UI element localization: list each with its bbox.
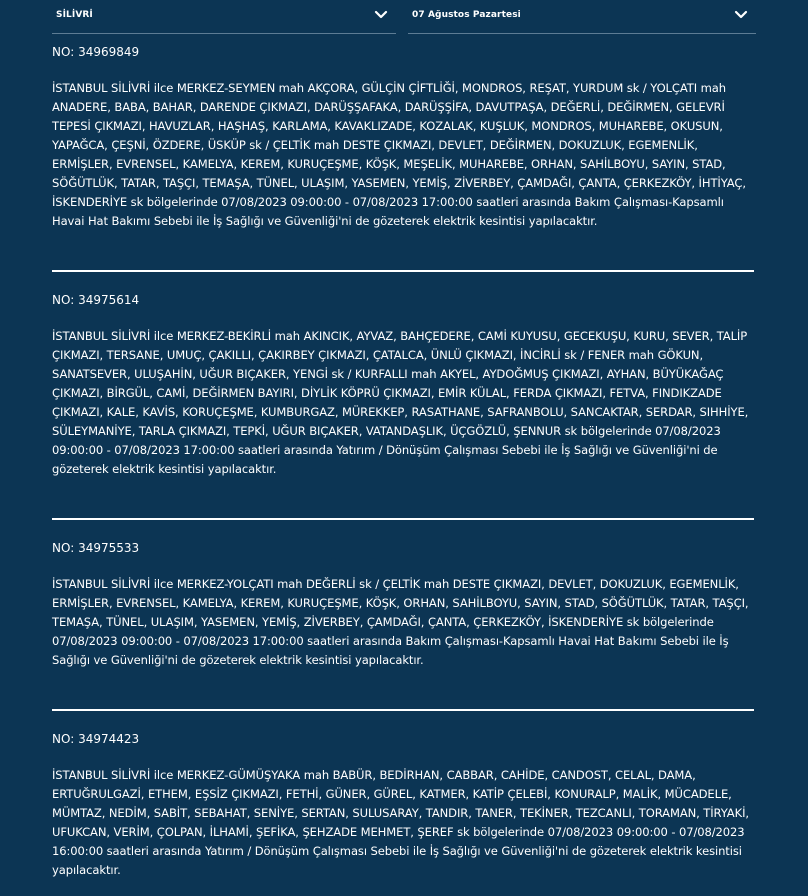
notice-number: NO: 34969849: [52, 45, 140, 59]
district-select[interactable]: [52, 0, 396, 34]
notice-number: NO: 34975614: [52, 293, 140, 307]
outage-notice: [52, 292, 754, 479]
outage-notice: [52, 540, 754, 670]
filter-bar: [0, 0, 808, 36]
notice-description: İSTANBUL SİLİVRİ ilce MERKEZ-YOLÇATI mah DEĞERLİ sk / ÇELTİK mah DESTE ÇIKMAZI, DEVLET, DOKUZLUK, EGEMENLİK, ERMİŞLER, EVRENSEL, KAMELYA, KEREM, KURUÇEŞME, KÖŞK, ORHAN, SAHİLBOYU, SAYIN, STAD, SÖĞÜTLÜK, TATAR, TAŞÇI, TEMAŞA, TÜNEL, ULAŞIM, YASEMEN, YEMİŞ, ZİVERBEY, ÇAMDAĞI, ÇANTA, ÇERKEZKÖY, İSKENDERİYE sk bölgelerinde 07/08/2023 09:00:00 - 07/08/2023 17:00:00 saatleri arasında Bakım Çalışması-Kapsamlı Havai Hat Bakımı Sebebi ile İş Sağlığı ve Güvenliği'ni de gözeterek elektrik kesintisi yapılacaktır.: [52, 577, 749, 667]
chevron-down-icon: [734, 10, 748, 20]
notice-divider: [52, 518, 754, 520]
chevron-down-icon: [374, 10, 388, 20]
outage-notice-list: [52, 36, 754, 880]
notice-description: İSTANBUL SİLİVRİ ilce MERKEZ-BEKİRLİ mah AKINCIK, AYVAZ, BAHÇEDERE, CAMİ KUYUSU, GECEKUŞU, KURU, SEVER, TALİP ÇIKMAZI, TERSANE, UMUÇ, ÇAKILLI, ÇAKIRBEY ÇIKMAZI, ÇATALCA, ÜNLÜ ÇIKMAZI, İNCİRLİ sk / FENER mah GÖKUN, SANATSEVER, ULUŞAHİN, UĞUR BIÇAKER, YENGİ sk / KURFALLI mah AKYEL, AYDOĞMUŞ ÇIKMAZI, AYHAN, BÜYÜKAĞAÇ ÇIKMAZI, BİRGÜL, CAMİ, DEĞİRMEN BAYIRI, DİYLİK KÖPRÜ ÇIKMAZI, EMİR KÜLAL, FERDA ÇIKMAZI, FETVA, FINDIKZADE ÇIKMAZI, KALE, KAVİS, KORUÇEŞME, KUMBURGAZ, MÜREKKEP, RASATHANE, SAFRANBOLU, SANCAKTAR, SERDAR, SIHHİYE, SÜLEYMANİYE, TARLA ÇIKMAZI, TEPKİ, UĞUR BIÇAKER, VATANDAŞLIK, ÜÇGÖZLÜ, ŞENNUR sk bölgelerinde 07/08/2023 09:00:00 - 07/08/2023 17:00:00 saatleri arasında Yatırım / Dönüşüm Çalışması Sebebi ile İş Sağlığı ve Güvenliği'ni de gözeterek elektrik kesintisi yapılacaktır.: [52, 329, 749, 476]
notice-divider: [52, 270, 754, 272]
notice-description: İSTANBUL SİLİVRİ ilce MERKEZ-GÜMÜŞYAKA mah BABÜR, BEDİRHAN, CABBAR, CAHİDE, CANDOST, CELAL, DAMA, ERTUĞRULGAZİ, ETHEM, EŞSİZ ÇIKMAZI, FETHİ, GÜNER, GÜREL, KATMER, KATİP ÇELEBİ, KONURALP, MALİK, MÜCADELE, MÜMTAZ, NEDİM, SABİT, SEBAHAT, SENİYE, SERTAN, SULUSARAY, TANDIR, TANER, TEKİNER, TEZCANLI, TORAMAN, TİRYAKİ, UFUKCAN, VERİM, ÇOLPAN, İLHAMİ, ŞEFİKA, ŞEHZADE MEHMET, ŞEREF sk bölgelerinde 07/08/2023 09:00:00 - 07/08/2023 16:00:00 saatleri arasında Yatırım / Dönüşüm Çalışması Sebebi ile İş Sağlığı ve Güvenliği'ni de gözeterek elektrik kesintisi yapılacaktır.: [52, 768, 749, 877]
notice-number: NO: 34974423: [52, 732, 140, 746]
date-select-value: 07 Ağustos Pazartesi: [412, 10, 521, 20]
notice-description: İSTANBUL SİLİVRİ ilce MERKEZ-SEYMEN mah AKÇORA, GÜLÇİN ÇİFTLİĞİ, MONDROS, REŞAT, YURDUM sk / YOLÇATI mah ANADERE, BABA, BAHAR, DARENDE ÇIKMAZI, DARÜŞŞAFAKA, DARÜŞŞİFA, DAVUTPAŞA, DEĞERLİ, DEĞİRMEN, GELEVRİ TEPESİ ÇIKMAZI, HAVUZLAR, HAŞHAŞ, KARLAMA, KAVAKLIZADE, KOZALAK, KUŞLUK, MONDROS, MUHAREBE, OKUSUN, YAPAĞCA, ÇEŞNİ, ÖZDERE, ÜSKÜP sk / ÇELTİK mah DESTE ÇIKMAZI, DEVLET, DEĞİRMEN, DOKUZLUK, EGEMENLİK, ERMİŞLER, EVRENSEL, KAMELYA, KEREM, KURUÇEŞME, KÖŞK, MEŞELİK, MUHAREBE, ORHAN, SAHİLBOYU, SAYIN, STAD, SÖĞÜTLÜK, TATAR, TAŞÇI, TEMAŞA, TÜNEL, ULAŞIM, YASEMEN, YEMİŞ, ZİVERBEY, ÇAMDAĞI, ÇANTA, ÇERKEZKÖY, İHTİYAÇ, İSKENDERİYE sk bölgelerinde 07/08/2023 09:00:00 - 07/08/2023 17:00:00 saatleri arasında Bakım Çalışması-Kapsamlı Havai Hat Bakımı Sebebi ile İş Sağlığı ve Güvenliği'ni de gözeterek elektrik kesintisi yapılacaktır.: [52, 81, 746, 228]
outage-notice: [52, 44, 754, 231]
date-select[interactable]: [408, 0, 756, 34]
notice-divider: [52, 709, 754, 711]
notice-number: NO: 34975533: [52, 541, 140, 555]
district-select-value: SİLİVRİ: [56, 10, 93, 20]
outage-notice: [52, 731, 754, 880]
